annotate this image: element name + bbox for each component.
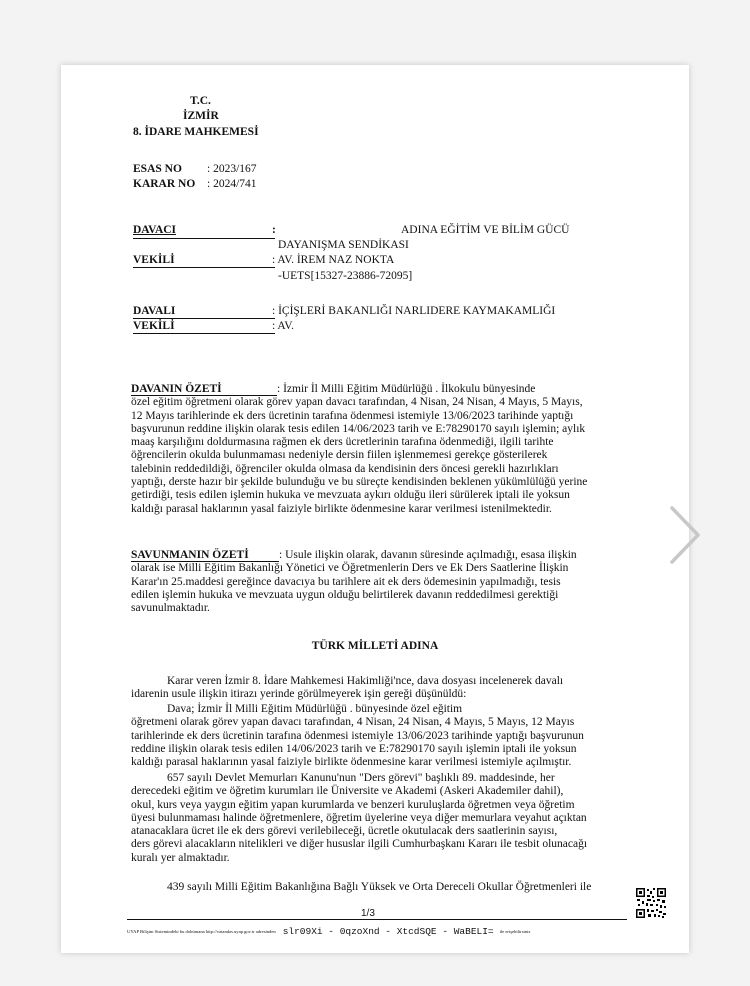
body-line: Karar veren İzmir 8. İdare Mahkemesi Hakimliği'nce, dava dosyası incelenerek davalı bbox=[167, 675, 564, 687]
header-tc: T.C. bbox=[190, 95, 211, 107]
davanin-ozeti-label: DAVANIN ÖZETİ bbox=[131, 383, 277, 396]
body-line: atanacaklara ücret ile ek ders görevi verilebileceği, ücretle okutulacak ders saatlerinin sayısı, bbox=[131, 825, 558, 838]
section-title: TÜRK MİLLETİ ADINA bbox=[311, 640, 439, 652]
davaci-sep: : bbox=[272, 224, 276, 236]
davanin-ozeti-line: yaptığı, derste hazır bir şekilde bulunduğu ve bu süreçte kendisinden beklenen yükümlülüğü yerine bbox=[131, 476, 588, 489]
footer-verification-code: slr09Xi - 0qzoXnd - XtcdSQE - WaBELI= bbox=[282, 925, 494, 937]
header-court: 8. İDARE MAHKEMESİ bbox=[133, 126, 259, 138]
vekili-2-label: VEKİLİ bbox=[133, 320, 275, 334]
body-line: okul, kurs veya yaygın eğitim yapan kurumlarda ve benzeri kuruluşlarda öğretmen veya öğretim bbox=[131, 798, 575, 811]
body-line: kaldığı parasal haklarının yasal faiziyle birlikte ödenmesine karar verilmesi istemiyle açılmıştır. bbox=[131, 756, 572, 769]
davanin-ozeti-line: DAVANIN ÖZETİ : İzmir İl Milli Eğitim Müdürlüğü . İlkokulu bünyesinde bbox=[131, 383, 536, 395]
body-line: tarihlerinde ek ders ücretinin tarafına ödenmesi istemiyle 13/06/2023 tarihinde yaptığı başvurunun bbox=[131, 729, 584, 742]
davanin-ozeti-line: 12 Mayıs tarihlerinde ek ders ücretinin tarafına ödenmesi istemiyle 13/06/2023 tarihinde yaptığı bbox=[131, 409, 574, 422]
esas-value: : 2023/167 bbox=[207, 163, 257, 175]
karar-label: KARAR NO bbox=[133, 178, 196, 190]
vekili-1-label: VEKİLİ bbox=[133, 254, 275, 268]
document-page bbox=[61, 65, 689, 953]
davali-value: : İÇİŞLERİ BAKANLIĞI NARLIDERE KAYMAKAMLIĞI bbox=[272, 305, 556, 317]
savunmanin-ozeti-label: SAVUNMANIN ÖZETİ bbox=[131, 549, 279, 562]
body-paragraph-2 bbox=[131, 703, 627, 769]
vekili-1-value-1: : AV. İREM NAZ NOKTA bbox=[272, 254, 395, 266]
davanin-ozeti-line: başvurunun reddine ilişkin olarak tesis edilen 14/06/2023 tarih ve E:78290170 sayılı işlemin; aylık bbox=[131, 422, 586, 435]
footer-line bbox=[127, 922, 647, 940]
footer-text: UYAP Bilişim Sistemindeki bu dokümana http://vatandas.uyap.gov.tr adresinden bbox=[127, 928, 276, 934]
footer-rule bbox=[127, 919, 627, 920]
body-line: ders görevi alacakların nitelikleri ve diğer hususlar ilgili Cumhurbaşkanı Kararı ile tesbit olunacağı bbox=[131, 838, 588, 851]
davanin-ozeti-line: özel eğitim öğretmeni olarak görev yapan davacı tarafından, 4 Nisan, 24 Nisan, 4 Mayıs, 5 Mayıs, bbox=[131, 396, 583, 409]
body-line: idarenin usule ilişkin itirazı yerinde görülmeyerek işin gereği düşünüldü: bbox=[131, 688, 467, 701]
savunmanin-ozeti-line: savunulmaktadır. bbox=[131, 602, 210, 615]
body-line: 657 sayılı Devlet Memurları Kanunu'nun "Ders görevi" başlıklı 89. maddesinde, her bbox=[167, 772, 555, 784]
savunmanin-ozeti-block bbox=[131, 549, 627, 615]
davanin-ozeti-line: getirdiği, tesis edilen işlemin hukuka ve mevzuata aykırı olduğu ileri sürülerek iptali ile yoksun bbox=[131, 489, 570, 502]
body-line: Dava; İzmir İl Milli Eğitim Müdürlüğü . bünyesinde özel eğitim bbox=[167, 703, 463, 715]
davaci-label: DAVACI bbox=[133, 224, 177, 236]
vekili-2-value: : AV. bbox=[272, 320, 294, 332]
vekili-1-value-2: -UETS[15327-23886-72095] bbox=[278, 270, 413, 282]
davanin-ozeti-line: kaldığı parasal haklarının yasal faiziyle birlikte ödenmesine karar verilmesi istenilmektedir. bbox=[131, 502, 552, 515]
body-line: üyesi bulunmaması halinde öğretmenlere, öğretim üyelerine veya diğer memurlara veyahut açıktan bbox=[131, 811, 587, 824]
body-line: derecedeki eğitim ve öğretim kurumları ile Üniversite ve Akademi (Askeri Akademiler dahil), bbox=[131, 785, 564, 798]
qr-code-icon bbox=[635, 887, 667, 919]
davaci-underline bbox=[133, 225, 275, 239]
savunmanin-ozeti-line: SAVUNMANIN ÖZETİ : Usule ilişkin olarak, davanın süresinde açılmadığı, esasa ilişkin bbox=[131, 549, 577, 561]
body-line: kuralı yer almaktadır. bbox=[131, 851, 230, 864]
davanin-ozeti-line: talebinin reddedildiği, öğrenciler okulda olmasa da kendisinin ders öncesi gerekli hazırlıkları bbox=[131, 462, 559, 475]
esas-label: ESAS NO bbox=[133, 163, 182, 175]
davanin-ozeti-line: öğrencilerin okulda bulunmaması nedeniyle dersin fiilen işlenmemesi gerekçe gösterilerek bbox=[131, 449, 548, 462]
body-line: öğretmeni olarak görev yapan davacı tarafından, 4 Nisan, 24 Nisan, 4 Mayıs, 5 Mayıs, 12 Mayıs bbox=[131, 716, 575, 729]
davaci-value-1: ADINA EĞİTİM VE BİLİM GÜCÜ bbox=[401, 224, 570, 236]
davanin-ozeti-line: maaş karşılığını doldurmasına rağmen ek ders ücretlerinin tarafına ödenmediği, ilgili tarihte bbox=[131, 436, 554, 449]
body-paragraph-4 bbox=[131, 881, 627, 894]
body-paragraph-3 bbox=[131, 772, 627, 865]
savunmanin-ozeti-line: olarak ise Milli Eğitim Bakanlığı Yönetici ve Öğretmenlerin Ders ve Ek Ders Saatlerine İlişkin bbox=[131, 562, 569, 575]
savunmanin-ozeti-line: edilen işlemin hukuka ve mevzuata uygun olduğu belirtilerek davanın reddedilmesi gerektiği bbox=[131, 588, 559, 601]
header-city: İZMİR bbox=[183, 110, 219, 122]
davanin-ozeti-block bbox=[131, 383, 627, 516]
footer-text-end: ile erişebilirsiniz bbox=[499, 928, 531, 934]
savunmanin-ozeti-line: Karar'ın 25.maddesi gereğince davacıya bu tarihlere ait ek ders ödemesinin yapılmadığı, tesis bbox=[131, 575, 561, 588]
chevron-right-icon[interactable] bbox=[660, 500, 710, 570]
body-paragraph-1 bbox=[131, 675, 627, 702]
davaci-value-2: DAYANIŞMA SENDİKASI bbox=[278, 239, 409, 251]
body-line: reddine ilişkin olarak tesis edilen 14/06/2023 tarih ve E:78290170 sayılı işlemin iptali ile yoksun bbox=[131, 742, 577, 755]
page-number: 1/3 bbox=[361, 908, 375, 919]
davali-label: DAVALI bbox=[133, 305, 275, 319]
body-line: 439 sayılı Milli Eğitim Bakanlığına Bağlı Yüksek ve Orta Dereceli Okullar Öğretmenleri ile bbox=[167, 881, 592, 893]
karar-value: : 2024/741 bbox=[207, 178, 257, 190]
